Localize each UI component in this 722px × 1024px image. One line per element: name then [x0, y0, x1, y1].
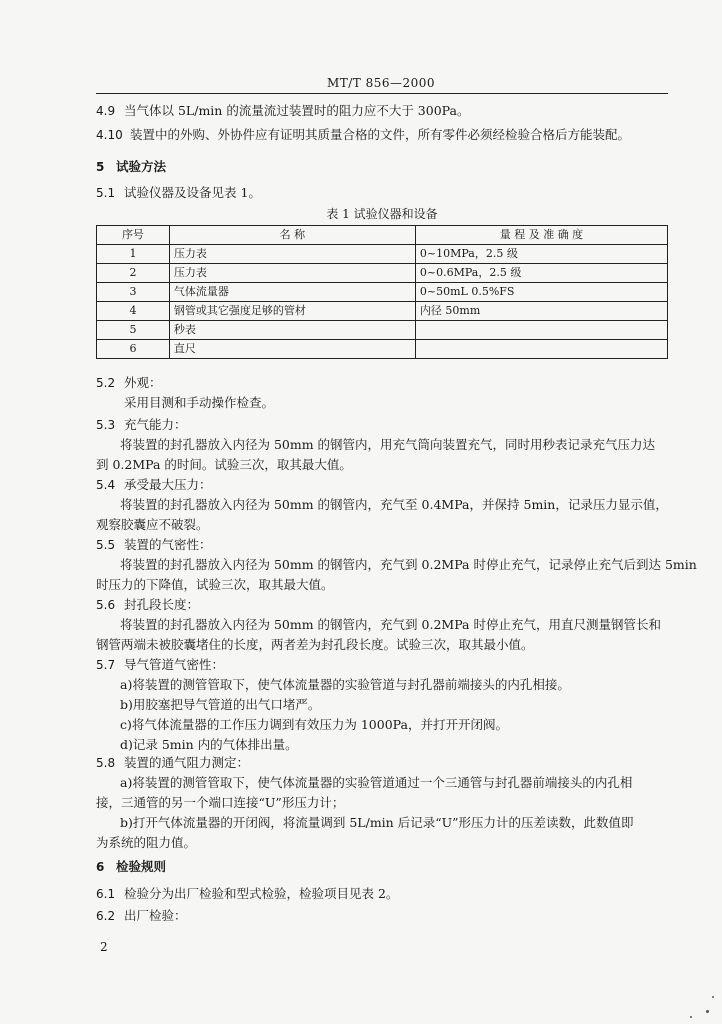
- clause-number: 6.2: [96, 909, 116, 923]
- clause-title: 外观：: [124, 375, 162, 390]
- section-number: 6: [96, 860, 105, 874]
- list-item: a)将装置的测管管取下，使气体流量器的实验管道与封孔器前端接头的内孔相接。: [120, 677, 570, 692]
- list-item: d)记录 5min 内的气体排出量。: [120, 737, 298, 752]
- clause-number: 5.8: [96, 756, 116, 770]
- clause-text: 装置中的外购、外协件应有证明其质量合格的文件，所有零件必须经检验合格后方能装配。: [130, 127, 631, 142]
- standard-code-header: MT/T 856—2000: [326, 76, 436, 90]
- table-cell: 2: [97, 264, 170, 283]
- table-cell: 5: [97, 321, 170, 340]
- clause-number: 5.3: [96, 418, 116, 432]
- table-header-cell: 名 称: [169, 226, 415, 245]
- table-cell: 0~0.6MPa，2.5 级: [415, 264, 667, 283]
- page-number: 2: [100, 940, 108, 954]
- table-row: [97, 283, 668, 302]
- table-cell: [415, 340, 667, 359]
- clause-text: 将装置的封孔器放入内径为 50mm 的钢管内，充气到 0.2MPa 时停止充气，记录停止充气后到达 5min: [120, 557, 697, 572]
- clause-number: 4.9: [96, 104, 116, 118]
- clause-title: 导气管道气密性：: [124, 657, 225, 672]
- clause-number: 5.6: [96, 598, 116, 612]
- clause-text: 采用目测和手动操作检查。: [124, 395, 275, 410]
- table-row: [97, 264, 668, 283]
- clause-number: 5.2: [96, 376, 116, 390]
- table-header-cell: 序号: [97, 226, 170, 245]
- section-title: 检验规则: [116, 859, 167, 874]
- table-cell: 4: [97, 302, 170, 321]
- clause-number: 6.1: [96, 887, 116, 901]
- clause-title: 承受最大压力：: [124, 477, 212, 492]
- clause-title: 装置的气密性：: [124, 537, 212, 552]
- clause-text: 将装置的封孔器放入内径为 50mm 的钢管内，充气到 0.2MPa 时停止充气，用直尺测量钢管长和: [120, 617, 661, 632]
- header-rule: [96, 93, 668, 94]
- table-cell: 6: [97, 340, 170, 359]
- clause-text: 检验分为出厂检验和型式检验，检验项目见表 2。: [124, 886, 399, 901]
- scan-speck: [712, 996, 714, 998]
- clause-number: 5.4: [96, 478, 116, 492]
- clause-number: 5.5: [96, 538, 116, 552]
- clause-text: 观察胶囊应不破裂。: [96, 517, 209, 532]
- table-cell: 气体流量器: [169, 283, 415, 302]
- table-header-row: [97, 226, 668, 245]
- clause-title: 装置的通气阻力测定：: [124, 755, 250, 770]
- table-cell: 0~50mL 0.5%FS: [415, 283, 667, 302]
- clause-text: 试验仪器及设备见表 1。: [124, 185, 261, 200]
- clause-title: 封孔段长度：: [124, 597, 200, 612]
- table-caption: 表 1 试验仪器和设备: [326, 207, 438, 221]
- table-row: [97, 245, 668, 264]
- scan-speck: [690, 1016, 692, 1018]
- table-cell: 0~10MPa，2.5 级: [415, 245, 667, 264]
- table-header-cell: 量 程 及 准 确 度: [415, 226, 667, 245]
- clause-text: 将装置的封孔器放入内径为 50mm 的钢管内，用充气筒向装置充气，同时用秒表记录充气压力达: [120, 437, 656, 452]
- table-cell: 压力表: [169, 264, 415, 283]
- clause-number: 5.7: [96, 658, 116, 672]
- section-number: 5: [96, 160, 105, 174]
- clause-number: 4.10: [96, 128, 123, 142]
- list-item: b)打开气体流量器的开闭阀，将流量调到 5L/min 后记录“U”形压力计的压差读数，此数值即: [120, 815, 634, 830]
- table-cell: [415, 321, 667, 340]
- section-title: 试验方法: [116, 159, 167, 174]
- table-cell: 压力表: [169, 245, 415, 264]
- scan-speck: [706, 1010, 709, 1013]
- clause-number: 5.1: [96, 186, 116, 200]
- list-item: 为系统的阻力值。: [96, 835, 197, 850]
- list-item: a)将装置的测管管取下，使气体流量器的实验管道通过一个三通管与封孔器前端接头的内孔相: [120, 775, 633, 790]
- clause-text: 钢管两端未被胶囊堵住的长度，两者差为封孔段长度。试验三次，取其最小值。: [96, 637, 534, 652]
- clause-text: 将装置的封孔器放入内径为 50mm 的钢管内，充气至 0.4MPa，并保持 5min，记录压力显示值，: [120, 497, 668, 512]
- clause-text: 当气体以 5L/min 的流量流过装置时的阻力应不大于 300Pa。: [124, 103, 470, 118]
- table-row: [97, 302, 668, 321]
- clause-title: 充气能力：: [124, 417, 187, 432]
- table-cell: 1: [97, 245, 170, 264]
- table-cell: 3: [97, 283, 170, 302]
- table-cell: 内径 50mm: [415, 302, 667, 321]
- list-item: c)将气体流量器的工作压力调到有效压力为 1000Pa，并打开开闭阀。: [120, 717, 508, 732]
- table-cell: 钢管或其它强度足够的管材: [169, 302, 415, 321]
- clause-text: 出厂检验：: [124, 908, 187, 923]
- list-item: 接，三通管的另一个端口连接“U”形压力计；: [96, 795, 345, 810]
- list-item: b)用胶塞把导气管道的出气口堵严。: [120, 697, 321, 712]
- table-row: [97, 321, 668, 340]
- instrument-table: [96, 225, 668, 359]
- table-row: [97, 340, 668, 359]
- table-cell: 直尺: [169, 340, 415, 359]
- table-cell: 秒表: [169, 321, 415, 340]
- clause-text: 到 0.2MPa 的时间。试验三次，取其最大值。: [96, 457, 352, 472]
- clause-text: 时压力的下降值，试验三次，取其最大值。: [96, 577, 334, 592]
